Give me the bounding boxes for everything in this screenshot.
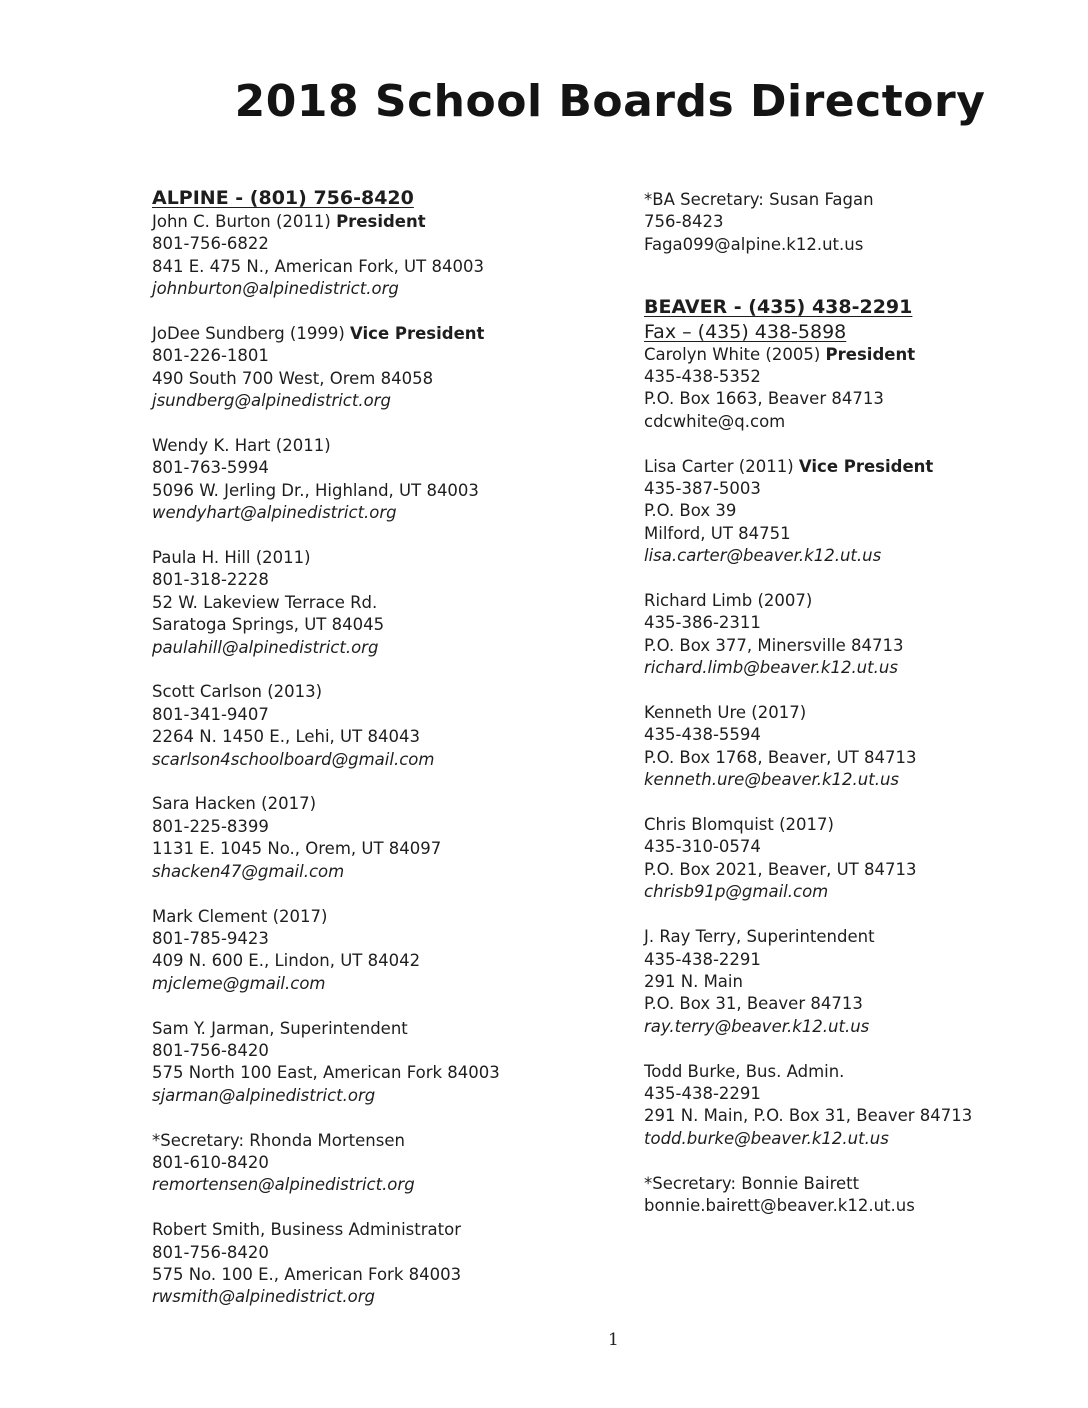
entry-phone: 801-756-6822 (152, 234, 269, 254)
directory-entry (152, 681, 572, 771)
entry-email: lisa.carter@beaver.k12.ut.us (644, 546, 882, 566)
entry-name: Kenneth Ure (2017) (644, 703, 807, 723)
entry-email: scarlson4schoolboard@gmail.com (152, 749, 435, 769)
entry-name-line (644, 1173, 1064, 1195)
entry-name-line (644, 702, 1064, 724)
directory-entry (152, 211, 572, 301)
entry-address: 2264 N. 1450 E., Lehi, UT 84043 (152, 727, 420, 747)
entry-name: Sam Y. Jarman, Superintendent (152, 1018, 408, 1038)
entry-name-line (644, 344, 1064, 366)
entry-email: mjcleme@gmail.com (152, 973, 326, 993)
entry-name-line (644, 1061, 1064, 1083)
entry-email: johnburton@alpinedistrict.org (152, 279, 399, 299)
entry-address: 490 South 700 West, Orem 84058 (152, 368, 434, 388)
entry-name-line (152, 793, 572, 815)
beaver-fax: Fax – (435) 438-5898 (644, 320, 847, 343)
ba-secretary-entry (644, 189, 1064, 256)
page-title: 2018 School Boards Directory (234, 76, 986, 127)
entry-name-line (152, 547, 572, 569)
entry-name: Mark Clement (2017) (152, 906, 328, 926)
entry-name-line (152, 681, 572, 703)
entry-phone: 801-318-2228 (152, 570, 269, 590)
entry-email: remortensen@alpinedistrict.org (152, 1175, 415, 1195)
entry-name: Lisa Carter (2011) (644, 456, 799, 476)
entry-phone: 801-341-9407 (152, 704, 269, 724)
directory-entry (644, 1061, 1064, 1151)
entry-email: chrisb91p@gmail.com (644, 882, 829, 902)
entry-email: sjarman@alpinedistrict.org (152, 1085, 376, 1105)
entry-phone: 801-763-5994 (152, 458, 269, 478)
entry-email: cdcwhite@q.com (644, 411, 786, 431)
entry-name-line (644, 456, 1064, 478)
entry-name-line (644, 590, 1064, 612)
entry-name: J. Ray Terry, Superintendent (644, 927, 875, 947)
entry-address: 575 North 100 East, American Fork 84003 (152, 1063, 500, 1083)
beaver-heading: BEAVER - (435) 438-2291 (644, 295, 913, 318)
directory-entry (644, 926, 1064, 1038)
entry-email: Faga099@alpine.k12.ut.us (644, 234, 864, 254)
directory-entry (152, 1219, 572, 1309)
entry-name: John C. Burton (2011) (152, 212, 337, 231)
entry-name: *Secretary: Bonnie Bairett (644, 1173, 860, 1193)
entry-email: kenneth.ure@beaver.k12.ut.us (644, 770, 900, 790)
alpine-member-list (152, 211, 572, 1309)
entry-address: 1131 E. 1045 No., Orem, UT 84097 (152, 839, 442, 859)
entry-address: 52 W. Lakeview Terrace Rd. (152, 592, 378, 612)
entry-address: P.O. Box 1768, Beaver, UT 84713 (644, 747, 917, 767)
entry-address: Milford, UT 84751 (644, 523, 791, 543)
entry-name: Robert Smith, Business Administrator (152, 1220, 461, 1240)
entry-email: jsundberg@alpinedistrict.org (152, 391, 391, 411)
directory-entry (644, 814, 1064, 904)
entry-phone: 756-8423 (644, 212, 724, 232)
entry-email: paulahill@alpinedistrict.org (152, 637, 379, 657)
entry-role: Vice President (350, 324, 485, 344)
entry-phone: 801-226-1801 (152, 346, 269, 366)
entry-phone: 435-387-5003 (644, 479, 761, 499)
directory-entry (152, 1130, 572, 1197)
directory-entry (152, 793, 572, 883)
entry-phone: 801-610-8420 (152, 1152, 269, 1172)
entry-name: *BA Secretary: Susan Fagan (644, 190, 874, 209)
entry-address: 5096 W. Jerling Dr., Highland, UT 84003 (152, 480, 479, 500)
entry-name-line (152, 1219, 572, 1241)
entry-phone: 435-438-5594 (644, 725, 761, 745)
entry-name: *Secretary: Rhonda Mortensen (152, 1130, 405, 1150)
entry-email: shacken47@gmail.com (152, 861, 345, 881)
beaver-member-list (644, 344, 1064, 1218)
entry-name-line (644, 926, 1064, 948)
directory-entry (152, 547, 572, 659)
entry-name: Todd Burke, Bus. Admin. (644, 1061, 845, 1081)
directory-entry (644, 1173, 1064, 1218)
entry-name-line (152, 1018, 572, 1040)
directory-entry (152, 435, 572, 525)
entry-role: President (336, 212, 426, 231)
entry-email: bonnie.bairett@beaver.k12.ut.us (644, 1195, 915, 1215)
entry-role: Vice President (798, 456, 934, 476)
directory-entry (152, 1018, 572, 1108)
entry-name: Richard Limb (2007) (644, 591, 813, 611)
directory-entry (152, 323, 572, 413)
alpine-heading: ALPINE - (801) 756-8420 (152, 187, 414, 209)
entry-name-line (644, 814, 1064, 836)
entry-phone: 435-438-5352 (644, 367, 761, 387)
entry-address: P.O. Box 1663, Beaver 84713 (644, 389, 884, 409)
entry-phone: 801-756-8420 (152, 1242, 269, 1262)
entry-phone: 801-225-8399 (152, 816, 269, 836)
entry-name: Wendy K. Hart (2011) (152, 436, 331, 456)
directory-entry (152, 906, 572, 996)
entry-email: richard.limb@beaver.k12.ut.us (644, 658, 898, 678)
entry-email: ray.terry@beaver.k12.ut.us (644, 1016, 870, 1036)
page-number: 1 (608, 1330, 619, 1350)
entry-address: 291 N. Main, P.O. Box 31, Beaver 84713 (644, 1106, 973, 1126)
entry-address: 841 E. 475 N., American Fork, UT 84003 (152, 256, 484, 276)
entry-name: Paula H. Hill (2011) (152, 548, 311, 568)
entry-role: President (825, 344, 916, 364)
entry-address: Saratoga Springs, UT 84045 (152, 615, 385, 635)
directory-entry (644, 344, 1064, 434)
entry-name-line (152, 1130, 572, 1152)
entry-phone: 435-438-2291 (644, 949, 761, 969)
entry-phone: 435-310-0574 (644, 837, 761, 857)
entry-phone: 801-756-8420 (152, 1040, 269, 1060)
entry-address: 409 N. 600 E., Lindon, UT 84042 (152, 951, 421, 971)
entry-address: 575 No. 100 E., American Fork 84003 (152, 1264, 462, 1284)
entry-email: rwsmith@alpinedistrict.org (152, 1287, 375, 1307)
entry-phone: 801-785-9423 (152, 928, 269, 948)
entry-name-line (152, 211, 572, 233)
entry-address: P.O. Box 39 (644, 501, 737, 521)
entry-name: JoDee Sundberg (1999) (152, 324, 351, 344)
entry-name-line (152, 323, 572, 345)
entry-phone: 435-386-2311 (644, 613, 761, 633)
directory-entry (644, 456, 1064, 568)
entry-name: Scott Carlson (2013) (152, 682, 323, 702)
directory-entry (644, 590, 1064, 680)
entry-address: P.O. Box 31, Beaver 84713 (644, 994, 863, 1014)
entry-address: P.O. Box 377, Minersville 84713 (644, 635, 904, 655)
entry-address: 291 N. Main (644, 971, 743, 991)
entry-name-line (152, 435, 572, 457)
entry-name: Carolyn White (2005) (644, 344, 826, 364)
right-column (644, 189, 1064, 1240)
directory-entry (644, 702, 1064, 792)
entry-name: Chris Blomquist (2017) (644, 815, 834, 835)
entry-name: Sara Hacken (2017) (152, 794, 317, 814)
entry-name-line (152, 906, 572, 928)
entry-email: todd.burke@beaver.k12.ut.us (644, 1128, 889, 1148)
entry-email: wendyhart@alpinedistrict.org (152, 503, 397, 523)
entry-phone: 435-438-2291 (644, 1083, 761, 1103)
entry-address: P.O. Box 2021, Beaver, UT 84713 (644, 859, 917, 879)
alpine-column (152, 185, 572, 1331)
